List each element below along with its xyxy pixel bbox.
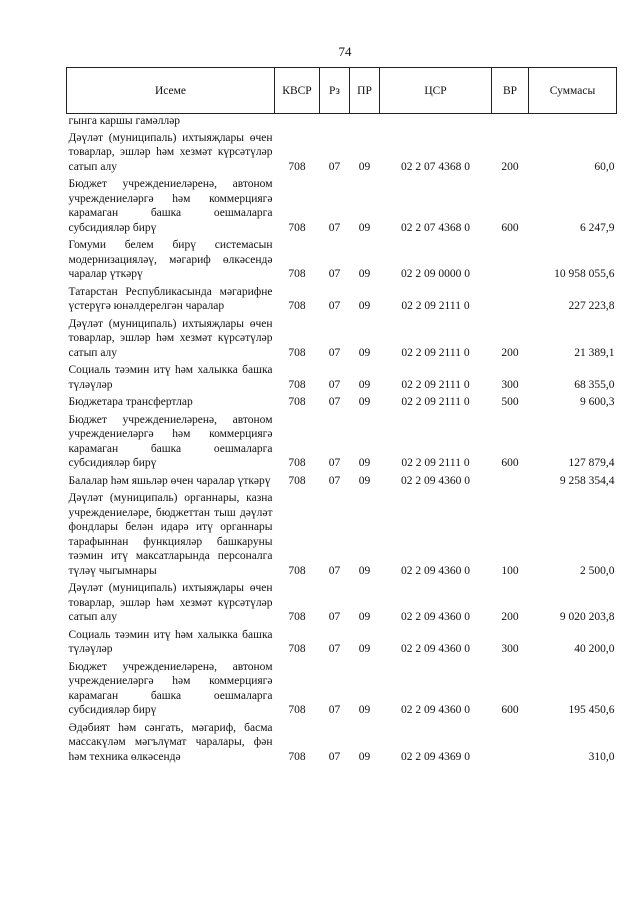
cell-name: Дәүләт (муниципаль) ихтыяҗлары өчен товарлар, эшләр һәм хезмәт күрсәтүләр сатып алу	[68, 582, 273, 623]
cell-pr: 09	[358, 704, 371, 716]
cell-sum: 195 450,6	[568, 704, 615, 716]
cell-pr: 09	[358, 564, 371, 577]
cell-rz: 07	[328, 221, 341, 234]
table-header-row	[67, 68, 617, 114]
cell-pr: 09	[358, 396, 371, 408]
cell-vr: 200	[501, 160, 519, 173]
cell-kvsr: 708	[288, 457, 306, 469]
cell-name: Социаль тәэмин итү һәм халыкка башка түләүләр	[68, 628, 273, 655]
cell-name: Бюджет учреждениеләренә, автоном учреждениеләргә һәм коммерциягә карамаган башка оешмаларга субсидияләр бирү	[68, 660, 273, 716]
cell-csr: 02 2 09 0000 0	[401, 268, 470, 280]
cell-pr: 09	[358, 300, 371, 312]
cell-vr	[492, 285, 529, 317]
cell-vr: 500	[501, 396, 519, 408]
cell-csr: 02 2 09 2111 0	[401, 378, 470, 391]
cell-csr: 02 2 09 4360 0	[401, 474, 470, 487]
cell-vr: 600	[501, 221, 519, 234]
continuation-row	[67, 114, 617, 131]
table-row	[67, 238, 617, 285]
cell-sum: 9 020 203,8	[559, 611, 615, 623]
cell-rz: 07	[328, 346, 341, 359]
header-vr: ВР	[492, 68, 529, 114]
cell-rz: 07	[328, 643, 341, 655]
cell-kvsr: 708	[288, 704, 306, 716]
cell-rz: 07	[328, 160, 341, 173]
cell-rz: 07	[328, 457, 341, 469]
table-row	[67, 474, 617, 492]
header-name: Исеме	[67, 68, 275, 114]
cell-name: Татарстан Республикасында мәгарифне үстерүгә юнәлдерелгән чаралар	[68, 285, 273, 312]
cell-csr: 02 2 09 4360 0	[401, 564, 470, 577]
cell-name: Гомуми белем бирү системасын модернизацияләү, мәгариф өлкәсендә чаралар үткәрү	[68, 239, 273, 280]
table-row	[67, 131, 617, 178]
table-row	[67, 363, 617, 395]
cell-vr: 300	[501, 643, 519, 655]
cell-vr: 200	[501, 346, 519, 359]
cell-sum: 310,0	[588, 750, 615, 763]
cell-pr: 09	[358, 268, 371, 280]
cell-vr: 200	[501, 611, 519, 623]
cell-kvsr: 708	[288, 378, 306, 391]
cell-name: Дәүләт (муниципаль) органнары, казна учреждениеләре, бюджеттан тыш дәүләт фондлары белән идарә итү органнары тарафыннан функцияләр башкаруны тәэмин итү максатларында персоналга түләү чыгымнары	[68, 492, 273, 577]
cell-pr: 09	[358, 750, 371, 763]
cell-pr: 09	[358, 474, 371, 487]
table-row	[67, 177, 617, 238]
table-row	[67, 660, 617, 721]
cell-sum: 40 200,0	[574, 643, 615, 655]
header-sum: Суммасы	[529, 68, 617, 114]
cell-rz: 07	[328, 611, 341, 623]
cell-name: Дәүләт (муниципаль) ихтыяҗлары өчен товарлар, эшләр һәм хезмәт күрсәтүләр сатып алу	[68, 317, 273, 359]
cell-rz: 07	[328, 396, 341, 408]
cell-sum: 227 223,8	[568, 300, 615, 312]
cell-vr: 300	[501, 378, 519, 391]
table-row	[67, 413, 617, 474]
cell-kvsr: 708	[288, 396, 306, 408]
cell-sum: 9 258 354,4	[559, 474, 615, 487]
cell-name: Бюджет учреждениеләренә, автоном учреждениеләргә һәм коммерциягә карамаган башка оешмаларга субсидияләр бирү	[68, 413, 273, 469]
cell-vr: 600	[501, 704, 519, 716]
cell-rz: 07	[328, 474, 341, 487]
cell-pr: 09	[358, 457, 371, 469]
cell-csr: 02 2 09 4360 0	[401, 643, 470, 655]
cell-rz: 07	[328, 300, 341, 312]
cell-name: Дәүләт (муниципаль) ихтыяҗлары өчен товарлар, эшләр һәм хезмәт күрсәтүләр сатып алу	[68, 131, 273, 173]
cell-sum: 60,0	[594, 160, 615, 173]
cell-kvsr: 708	[288, 268, 306, 280]
cell-sum: 6 247,9	[580, 221, 615, 234]
cell-csr: 02 2 09 4360 0	[401, 704, 470, 716]
cell-name: Социаль тәэмин итү һәм халыкка башка түләүләр	[68, 364, 273, 391]
header-rz: Рз	[320, 68, 350, 114]
table-row	[67, 628, 617, 660]
cell-csr: 02 2 09 2111 0	[401, 457, 470, 469]
page-number: 74	[338, 44, 352, 59]
cell-kvsr: 708	[288, 643, 306, 655]
table-row	[67, 317, 617, 364]
cell-name: Бюджет учреждениеләренә, автоном учреждениеләргә һәм коммерциягә карамаган башка оешмаларга субсидияләр бирү	[68, 178, 273, 234]
cell-kvsr: 708	[288, 300, 306, 312]
cell-vr: 600	[501, 457, 519, 469]
table-row	[67, 285, 617, 317]
table-row	[67, 721, 617, 768]
cell-vr	[492, 474, 529, 492]
cell-pr: 09	[358, 346, 371, 359]
cell-csr: 02 2 09 2111 0	[401, 396, 470, 408]
cell-kvsr: 708	[288, 160, 306, 173]
cell-rz: 07	[328, 564, 341, 577]
continuation-text: гынга каршы гамәлләр	[68, 115, 181, 127]
cell-vr	[492, 238, 529, 285]
cell-vr	[492, 721, 529, 768]
cell-rz: 07	[328, 268, 341, 280]
cell-sum: 127 879,4	[568, 457, 615, 469]
cell-csr: 02 2 09 2111 0	[401, 300, 470, 312]
cell-csr: 02 2 09 4360 0	[401, 611, 470, 623]
cell-vr: 100	[501, 564, 519, 577]
cell-kvsr: 708	[288, 750, 306, 763]
budget-table	[66, 67, 617, 767]
cell-kvsr: 708	[288, 474, 306, 487]
cell-sum: 68 355,0	[574, 378, 615, 391]
cell-rz: 07	[328, 378, 341, 391]
cell-pr: 09	[358, 160, 371, 173]
cell-kvsr: 708	[288, 221, 306, 234]
cell-csr: 02 2 09 2111 0	[401, 346, 470, 359]
cell-sum: 9 600,3	[580, 396, 615, 408]
cell-name: Әдәбият һәм сәнгать, мәгариф, басма массакүләм мәгълүмат чаралары, фән һәм техника өлкәсендә	[68, 721, 273, 763]
cell-pr: 09	[358, 378, 371, 391]
cell-name: Балалар һәм яшьләр өчен чаралар үткәрү	[68, 474, 271, 487]
cell-rz: 07	[328, 750, 341, 763]
cell-pr: 09	[358, 611, 371, 623]
header-pr: ПР	[350, 68, 380, 114]
cell-csr: 02 2 07 4368 0	[401, 221, 470, 234]
header-kvsr: КВСР	[275, 68, 320, 114]
cell-sum: 21 389,1	[574, 346, 615, 359]
cell-sum: 2 500,0	[580, 564, 615, 577]
table-row	[67, 491, 617, 581]
cell-sum: 10 958 055,6	[554, 268, 615, 280]
cell-name: Бюджетара трансфертлар	[68, 396, 193, 408]
cell-kvsr: 708	[288, 564, 306, 577]
cell-csr: 02 2 09 4369 0	[401, 750, 470, 763]
cell-pr: 09	[358, 221, 371, 234]
cell-csr: 02 2 07 4368 0	[401, 160, 470, 173]
cell-kvsr: 708	[288, 346, 306, 359]
cell-rz: 07	[328, 704, 341, 716]
cell-pr: 09	[358, 643, 371, 655]
header-csr: ЦСР	[380, 68, 492, 114]
table-row	[67, 395, 617, 413]
table-row	[67, 581, 617, 628]
cell-kvsr: 708	[288, 611, 306, 623]
